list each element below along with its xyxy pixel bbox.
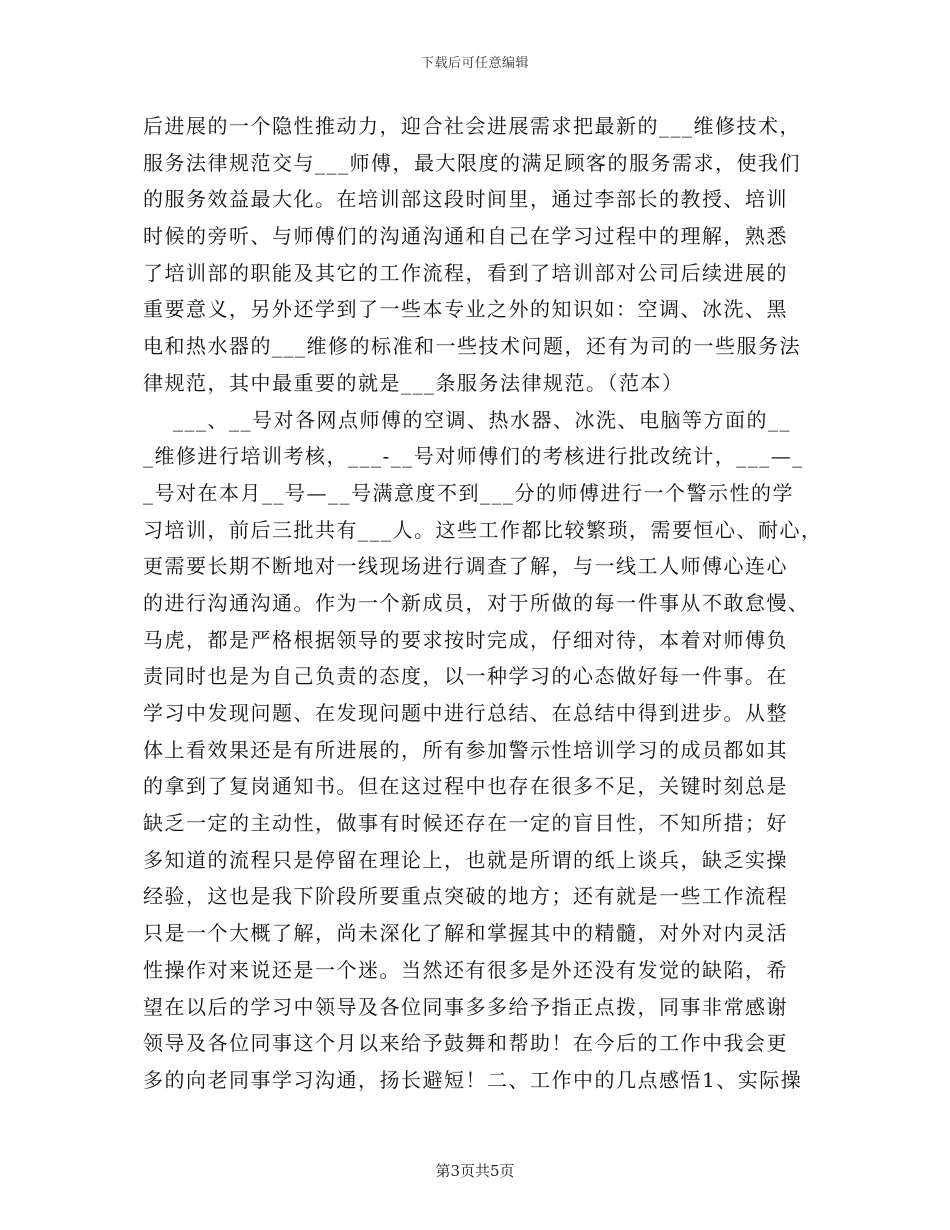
text-line: 了培训部的职能及其它的工作流程，看到了培训部对公司后续进展的 <box>143 260 788 285</box>
text-line: 电和热水器的___维修的标准和一些技术问题，还有为司的一些服务法 <box>143 334 801 359</box>
page-header: 下载后可任意编辑 <box>420 56 529 71</box>
text-line: 望在以后的学习中领导及各位同事多多给予指正点拨，同事非常感谢 <box>143 994 788 1019</box>
text-line: 律规范，其中最重要的就是___条服务法律规范。（范本） <box>143 370 684 395</box>
text-line: 的拿到了复岗通知书。但在这过程中也存在很多不足，关键时刻总是 <box>143 774 788 799</box>
text-line: 服务法律规范交与___师傅，最大限度的满足顾客的服务需求，使我们 <box>143 150 801 175</box>
text-line: 的服务效益最大化。在培训部这段时间里，通过李部长的教授、培训 <box>143 187 788 212</box>
text-line: 学习中发现问题、在发现问题中进行总结、在总结中得到进步。从整 <box>143 701 788 725</box>
text-line: _维修进行培训考核，___-__号对师傅们的考核进行批改统计，___—_ <box>143 444 804 469</box>
text-line: 责同时也是为自己负责的态度，以一种学习的心态做好每一件事。在 <box>143 664 788 689</box>
text-line: 只是一个大概了解，尚未深化了解和掌握其中的精髓，对外对内灵活 <box>143 921 788 946</box>
text-line: 习培训，前后三批共有___人。这些工作都比较繁琐，需要恒心、耐心， <box>143 517 823 542</box>
text-line: 时候的旁听、与师傅们的沟通沟通和自己在学习过程中的理解，熟悉 <box>143 224 788 249</box>
text-line: 领导及各位同事这个月以来给予鼓舞和帮助！在今后的工作中我会更 <box>143 1031 788 1056</box>
text-line: 更需要长期不断地对一线现场进行调查了解，与一线工人师傅心连心 <box>143 554 788 579</box>
text-line: _号对在本月__号—__号满意度不到___分的师傅进行一个警示性的学 <box>143 480 794 505</box>
text-line: 经验，这也是我下阶段所要重点突破的地方；还有就是一些工作流程 <box>143 884 788 909</box>
text-line: 多的向老同事学习沟通，扬长避短！二、工作中的几点感悟1、实际操 <box>143 1067 803 1092</box>
text-line: 多知道的流程只是停留在理论上，也就是所谓的纸上谈兵，缺乏实操 <box>143 847 788 872</box>
document-body <box>143 108 823 1099</box>
text-line: 缺乏一定的主动性，做事有时候还存在一定的盲目性，不知所措；好 <box>143 811 788 836</box>
text-line: 后进展的一个隐性推动力，迎合社会进展需求把最新的___维修技术， <box>143 114 801 138</box>
text-line-paragraph-start: ___、__号对各网点师傅的空调、热水器、冰洗、电脑等方面的__ <box>173 407 791 432</box>
text-line: 的进行沟通沟通。作为一个新成员，对于所做的每一件事从不敢怠慢、 <box>143 590 810 615</box>
text-line: 性操作对来说还是一个迷。当然还有很多是外还没有发觉的缺陷，希 <box>143 957 788 982</box>
page-number-footer: 第3页共5页 <box>435 1162 515 1180</box>
text-line: 体上看效果还是有所进展的，所有参加警示性培训学习的成员都如其 <box>143 737 788 762</box>
text-line: 马虎，都是严格根据领导的要求按时完成，仔细对待，本着对师傅负 <box>143 627 788 652</box>
text-line: 重要意义，另外还学到了一些本专业之外的知识如：空调、冰洗、黑 <box>143 297 788 322</box>
